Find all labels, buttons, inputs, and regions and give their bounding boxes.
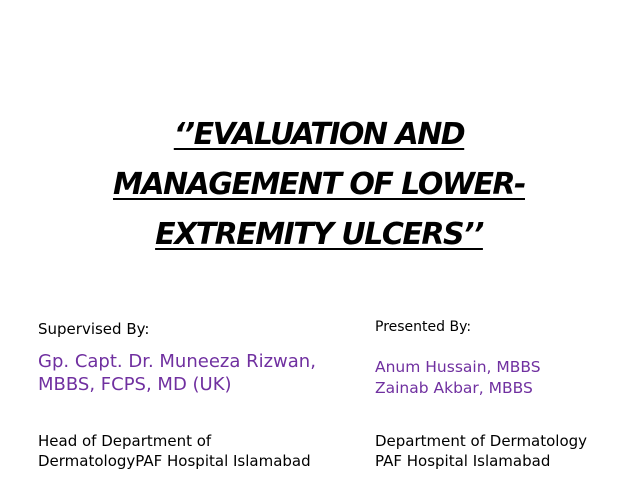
supervisor-name <box>38 350 316 396</box>
supervisor-role-line: DermatologyPAF Hospital Islamabad <box>38 452 311 470</box>
supervisor-role <box>38 431 311 471</box>
presented-by-label: Presented By: <box>375 319 472 335</box>
presenter-name: Anum Hussain, MBBS <box>375 358 541 376</box>
presenter-department-line: Department of Dermatology <box>375 432 588 450</box>
supervisor-name-line: Gp. Capt. Dr. Muneeza Rizwan, <box>38 351 316 372</box>
slide-title <box>60 110 578 260</box>
title-line: EXTREMITY ULCERS’’ <box>155 217 483 253</box>
title-line: MANAGEMENT OF LOWER- <box>112 167 525 203</box>
supervised-by-label: Supervised By: <box>38 320 150 338</box>
presenter-department-line: PAF Hospital Islamabad <box>375 452 551 470</box>
supervisor-name-line: MBBS, FCPS, MD (UK) <box>38 374 232 395</box>
presenter-names <box>375 357 541 399</box>
presenter-department <box>375 431 587 471</box>
supervisor-role-line: Head of Department of <box>38 432 212 450</box>
title-line: ‘’EVALUATION AND <box>173 117 465 153</box>
presenter-name: Zainab Akbar, MBBS <box>375 379 533 397</box>
